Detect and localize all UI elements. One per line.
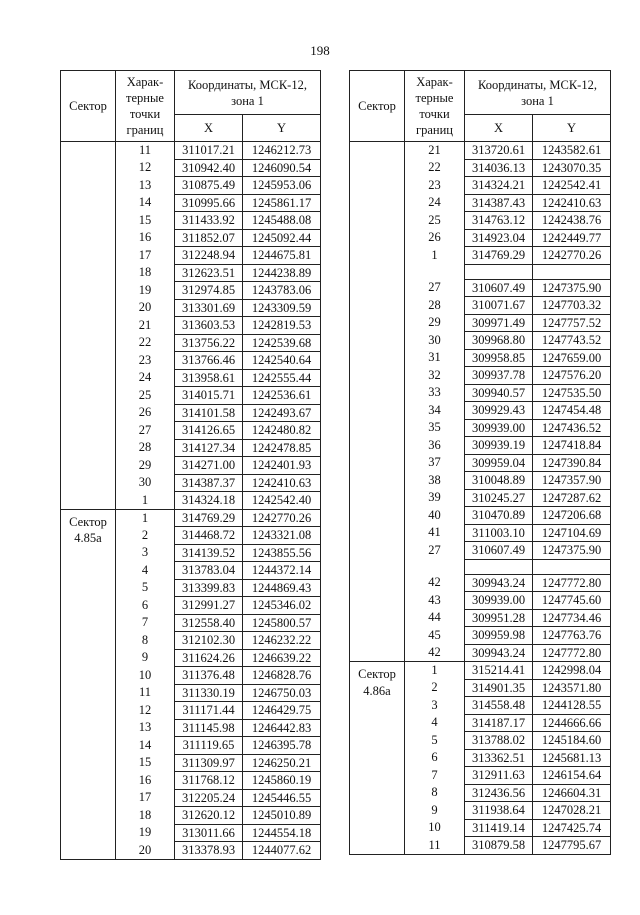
coord-y: 1245010.89 — [243, 807, 321, 825]
point-number: 35 — [405, 419, 465, 437]
coord-y: 1246828.76 — [243, 667, 321, 685]
coord-y: 1247703.32 — [533, 297, 611, 315]
coord-x: 311419.14 — [465, 819, 533, 837]
point-number: 41 — [405, 524, 465, 542]
coord-x: 312974.85 — [175, 282, 243, 300]
coord-y: 1247375.90 — [533, 542, 611, 560]
point-number: 1 — [405, 247, 465, 265]
coord-y: 1242770.26 — [533, 247, 611, 265]
page-number: 198 — [310, 43, 330, 58]
coord-y: 1246442.83 — [243, 719, 321, 737]
coord-x: 312623.51 — [175, 264, 243, 282]
coord-y: 1242542.41 — [533, 177, 611, 195]
coord-y: 1242540.64 — [243, 352, 321, 370]
point-number: 37 — [405, 454, 465, 472]
coord-y: 1243070.35 — [533, 159, 611, 177]
point-number: 7 — [116, 614, 175, 632]
header-coordinates: Координаты, МСК-12, зона 1 — [175, 71, 321, 115]
coord-y: 1243321.08 — [243, 527, 321, 545]
point-number: 39 — [405, 489, 465, 507]
header-x: X — [465, 115, 533, 142]
point-number: 12 — [116, 702, 175, 720]
coord-y: 1245861.17 — [243, 194, 321, 212]
coord-y: 1245800.57 — [243, 614, 321, 632]
coord-y: 1245953.06 — [243, 177, 321, 195]
coordinates-table-left — [60, 70, 321, 860]
coord-x: 310607.49 — [465, 542, 533, 560]
coord-y: 1242401.93 — [243, 457, 321, 475]
point-number: 17 — [116, 247, 175, 265]
coord-x: 312248.94 — [175, 247, 243, 265]
coord-x: 314139.52 — [175, 544, 243, 562]
coord-y: 1247772.80 — [533, 574, 611, 592]
coord-x: 314901.35 — [465, 679, 533, 697]
coord-y: 1244238.89 — [243, 264, 321, 282]
coord-x: 309939.00 — [465, 592, 533, 610]
point-number: 4 — [116, 562, 175, 580]
coord-x: 310071.67 — [465, 297, 533, 315]
coord-x: 313756.22 — [175, 334, 243, 352]
point-number: 14 — [116, 737, 175, 755]
coord-x: 314769.29 — [175, 509, 243, 527]
coord-y: 1243582.61 — [533, 142, 611, 160]
coord-x: 313766.46 — [175, 352, 243, 370]
coord-x: 310879.58 — [465, 837, 533, 855]
coord-x: 310875.49 — [175, 177, 243, 195]
point-number: 33 — [405, 384, 465, 402]
coord-x: 314558.48 — [465, 697, 533, 715]
coord-y: 1242410.63 — [243, 474, 321, 492]
coord-y: 1242539.68 — [243, 334, 321, 352]
point-number: 26 — [405, 229, 465, 247]
point-number: 5 — [116, 579, 175, 597]
coord-y: 1242555.44 — [243, 369, 321, 387]
coord-x: 311309.97 — [175, 754, 243, 772]
coord-x: 312911.63 — [465, 767, 533, 785]
coord-y: 1246395.78 — [243, 737, 321, 755]
coord-x: 311003.10 — [465, 524, 533, 542]
header-points: Харак-терные точки границ — [405, 71, 465, 142]
point-number: 28 — [405, 297, 465, 315]
point-number: 3 — [405, 697, 465, 715]
coord-y: 1243309.59 — [243, 299, 321, 317]
point-number: 11 — [116, 142, 175, 160]
point-number: 18 — [116, 807, 175, 825]
point-number: 9 — [116, 649, 175, 667]
coord-y: 1247763.76 — [533, 627, 611, 645]
point-number: 38 — [405, 472, 465, 490]
coord-y: 1246429.75 — [243, 702, 321, 720]
point-number: 4 — [405, 714, 465, 732]
coord-y: 1246604.31 — [533, 784, 611, 802]
coord-x: 312205.24 — [175, 789, 243, 807]
coord-y: 1244675.81 — [243, 247, 321, 265]
point-number: 13 — [116, 177, 175, 195]
coord-x: 314324.21 — [465, 177, 533, 195]
point-number: 20 — [116, 842, 175, 860]
point-number: 15 — [116, 754, 175, 772]
coord-y: 1247535.50 — [533, 384, 611, 402]
point-number: 34 — [405, 402, 465, 420]
point-number: 9 — [405, 802, 465, 820]
coord-x: 313399.83 — [175, 579, 243, 597]
coord-y: 1247375.90 — [533, 279, 611, 297]
table-row — [350, 662, 611, 680]
coord-y: 1243855.56 — [243, 544, 321, 562]
point-number: 12 — [116, 159, 175, 177]
coord-y: 1246639.22 — [243, 649, 321, 667]
table-row — [61, 142, 321, 160]
coord-x: 314763.12 — [465, 212, 533, 230]
coord-y: 1247454.48 — [533, 402, 611, 420]
point-number: 11 — [405, 837, 465, 855]
point-number: 24 — [116, 369, 175, 387]
coord-x: 310942.40 — [175, 159, 243, 177]
point-number: 22 — [405, 159, 465, 177]
coord-y: 1247757.52 — [533, 314, 611, 332]
point-number: 24 — [405, 194, 465, 212]
header-y: Y — [243, 115, 321, 142]
coord-y: 1247287.62 — [533, 489, 611, 507]
coord-y: 1247418.84 — [533, 437, 611, 455]
header-sector: Сектор — [61, 71, 116, 142]
coord-y: 1243571.80 — [533, 679, 611, 697]
point-number: 21 — [116, 317, 175, 335]
point-number: 42 — [405, 644, 465, 662]
coord-x: 314101.58 — [175, 404, 243, 422]
coord-x: 311017.21 — [175, 142, 243, 160]
coord-y: 1247390.84 — [533, 454, 611, 472]
coord-x: 309958.85 — [465, 349, 533, 367]
point-number: 1 — [405, 662, 465, 680]
coord-y: 1247734.46 — [533, 609, 611, 627]
coord-y: 1247436.52 — [533, 419, 611, 437]
point-number: 6 — [405, 749, 465, 767]
coord-y: 1244128.55 — [533, 697, 611, 715]
point-number: 16 — [116, 229, 175, 247]
point-number: 27 — [116, 422, 175, 440]
coord-y: 1246154.64 — [533, 767, 611, 785]
point-number: 23 — [116, 352, 175, 370]
coord-x: 309937.78 — [465, 367, 533, 385]
point-number: 26 — [116, 404, 175, 422]
coord-x: 311171.44 — [175, 702, 243, 720]
coord-y: 1245346.02 — [243, 597, 321, 615]
coord-y: 1247743.52 — [533, 332, 611, 350]
point-number: 40 — [405, 507, 465, 525]
coord-x: 313720.61 — [465, 142, 533, 160]
coord-x: 312620.12 — [175, 807, 243, 825]
point-number: 20 — [116, 299, 175, 317]
sector-cell: Сектор 4.86а — [350, 662, 405, 855]
coord-x: 311433.92 — [175, 212, 243, 230]
point-number: 7 — [405, 767, 465, 785]
coord-y: 1246232.22 — [243, 632, 321, 650]
coord-x: 312558.40 — [175, 614, 243, 632]
point-number: 31 — [405, 349, 465, 367]
coord-x: 310470.89 — [465, 507, 533, 525]
header-sector: Сектор — [350, 71, 405, 142]
coord-y: 1247206.68 — [533, 507, 611, 525]
table-row — [350, 142, 611, 160]
coord-y: 1245184.60 — [533, 732, 611, 750]
coord-y: 1242819.53 — [243, 317, 321, 335]
coord-x: 314324.18 — [175, 492, 243, 510]
coord-x: 313958.61 — [175, 369, 243, 387]
point-number: 29 — [405, 314, 465, 332]
coord-x: 313603.53 — [175, 317, 243, 335]
coord-x: 311330.19 — [175, 684, 243, 702]
point-number: 1 — [116, 492, 175, 510]
coord-x: 309959.04 — [465, 454, 533, 472]
coord-y: 1245446.55 — [243, 789, 321, 807]
point-number: 25 — [116, 387, 175, 405]
coord-x: 310995.66 — [175, 194, 243, 212]
sector-cell — [61, 142, 116, 510]
coord-y: 1247659.00 — [533, 349, 611, 367]
point-number: 42 — [405, 574, 465, 592]
point-number: 1 — [116, 509, 175, 527]
point-number: 21 — [405, 142, 465, 160]
point-number: 18 — [116, 264, 175, 282]
coord-x: 314126.65 — [175, 422, 243, 440]
coord-y: 1247425.74 — [533, 819, 611, 837]
coord-x: 311624.26 — [175, 649, 243, 667]
point-number: 30 — [116, 474, 175, 492]
coord-x: 309959.98 — [465, 627, 533, 645]
coord-y: 1246090.54 — [243, 159, 321, 177]
coord-x: 311145.98 — [175, 719, 243, 737]
coord-x: 311376.48 — [175, 667, 243, 685]
coord-x: 309943.24 — [465, 644, 533, 662]
coord-y: 1247357.90 — [533, 472, 611, 490]
point-number: 5 — [405, 732, 465, 750]
coord-x: 312436.56 — [465, 784, 533, 802]
point-number: 19 — [116, 824, 175, 842]
coord-y: 1247745.60 — [533, 592, 611, 610]
point-number: 23 — [405, 177, 465, 195]
coord-x: 314187.17 — [465, 714, 533, 732]
sector-cell — [350, 142, 405, 662]
point-number: 44 — [405, 609, 465, 627]
coord-x: 314923.04 — [465, 229, 533, 247]
coord-x: 313378.93 — [175, 842, 243, 860]
coord-x: 309943.24 — [465, 574, 533, 592]
coord-y: 1247576.20 — [533, 367, 611, 385]
point-number: 29 — [116, 457, 175, 475]
point-number: 45 — [405, 627, 465, 645]
coord-y: 1244554.18 — [243, 824, 321, 842]
coord-y: 1242770.26 — [243, 509, 321, 527]
coord-x: 311768.12 — [175, 772, 243, 790]
coord-y: 1246750.03 — [243, 684, 321, 702]
coord-x: 314015.71 — [175, 387, 243, 405]
coord-x: 313011.66 — [175, 824, 243, 842]
point-number: 17 — [116, 789, 175, 807]
point-number: 10 — [405, 819, 465, 837]
point-number: 10 — [116, 667, 175, 685]
coord-x: 311119.65 — [175, 737, 243, 755]
point-number: 27 — [405, 542, 465, 560]
point-number: 14 — [116, 194, 175, 212]
point-number: 8 — [116, 632, 175, 650]
coord-x: 314387.37 — [175, 474, 243, 492]
coord-x: 311852.07 — [175, 229, 243, 247]
header-y: Y — [533, 115, 611, 142]
coord-y: 1242480.82 — [243, 422, 321, 440]
coord-x: 313301.69 — [175, 299, 243, 317]
coord-x: 309971.49 — [465, 314, 533, 332]
coord-y: 1242449.77 — [533, 229, 611, 247]
coord-x: 309940.57 — [465, 384, 533, 402]
sector-cell: Сектор 4.85а — [61, 509, 116, 859]
coord-x: 313783.04 — [175, 562, 243, 580]
coord-x: 311938.64 — [465, 802, 533, 820]
point-number: 28 — [116, 439, 175, 457]
coord-y: 1244869.43 — [243, 579, 321, 597]
coord-x: 315214.41 — [465, 662, 533, 680]
coord-y: 1247795.67 — [533, 837, 611, 855]
coord-y: 1242478.85 — [243, 439, 321, 457]
header-coordinates: Координаты, МСК-12, зона 1 — [465, 71, 611, 115]
coord-y: 1245488.08 — [243, 212, 321, 230]
coord-y: 1247104.69 — [533, 524, 611, 542]
coord-y: 1246250.21 — [243, 754, 321, 772]
coord-x: 309929.43 — [465, 402, 533, 420]
coord-y: 1247028.21 — [533, 802, 611, 820]
point-number: 19 — [116, 282, 175, 300]
coord-x: 313788.02 — [465, 732, 533, 750]
coord-x: 310245.27 — [465, 489, 533, 507]
coord-x: 314127.34 — [175, 439, 243, 457]
point-number: 2 — [116, 527, 175, 545]
point-number: 43 — [405, 592, 465, 610]
coord-x: 309939.19 — [465, 437, 533, 455]
coord-x: 309939.00 — [465, 419, 533, 437]
coord-y: 1246212.73 — [243, 142, 321, 160]
coord-x: 309968.80 — [465, 332, 533, 350]
point-number: 6 — [116, 597, 175, 615]
point-number: 2 — [405, 679, 465, 697]
coordinates-table-right — [349, 70, 611, 855]
coord-x: 314036.13 — [465, 159, 533, 177]
point-number: 3 — [116, 544, 175, 562]
coord-y: 1244666.66 — [533, 714, 611, 732]
point-number: 32 — [405, 367, 465, 385]
point-number: 22 — [116, 334, 175, 352]
coord-y: 1242536.61 — [243, 387, 321, 405]
header-x: X — [175, 115, 243, 142]
coord-y: 1242410.63 — [533, 194, 611, 212]
coord-y: 1242438.76 — [533, 212, 611, 230]
coord-x: 314769.29 — [465, 247, 533, 265]
coord-y: 1247772.80 — [533, 644, 611, 662]
coord-x: 314468.72 — [175, 527, 243, 545]
coord-y: 1245092.44 — [243, 229, 321, 247]
coord-y: 1245860.19 — [243, 772, 321, 790]
coord-x: 310607.49 — [465, 279, 533, 297]
coord-y: 1244077.62 — [243, 842, 321, 860]
coord-x: 312991.27 — [175, 597, 243, 615]
coord-x: 314271.00 — [175, 457, 243, 475]
coord-y: 1243783.06 — [243, 282, 321, 300]
coord-y: 1242493.67 — [243, 404, 321, 422]
point-number: 13 — [116, 719, 175, 737]
point-number: 16 — [116, 772, 175, 790]
point-number: 36 — [405, 437, 465, 455]
coord-y: 1242542.40 — [243, 492, 321, 510]
coord-x: 312102.30 — [175, 632, 243, 650]
coord-x: 314387.43 — [465, 194, 533, 212]
coord-x: 309951.28 — [465, 609, 533, 627]
coord-y: 1242998.04 — [533, 662, 611, 680]
point-number: 8 — [405, 784, 465, 802]
table-row — [61, 509, 321, 527]
coord-x: 310048.89 — [465, 472, 533, 490]
point-number: 11 — [116, 684, 175, 702]
coord-x: 313362.51 — [465, 749, 533, 767]
coord-y: 1244372.14 — [243, 562, 321, 580]
point-number: 25 — [405, 212, 465, 230]
point-number: 15 — [116, 212, 175, 230]
point-number: 27 — [405, 279, 465, 297]
coord-y: 1245681.13 — [533, 749, 611, 767]
point-number: 30 — [405, 332, 465, 350]
header-points: Харак-терные точки границ — [116, 71, 175, 142]
